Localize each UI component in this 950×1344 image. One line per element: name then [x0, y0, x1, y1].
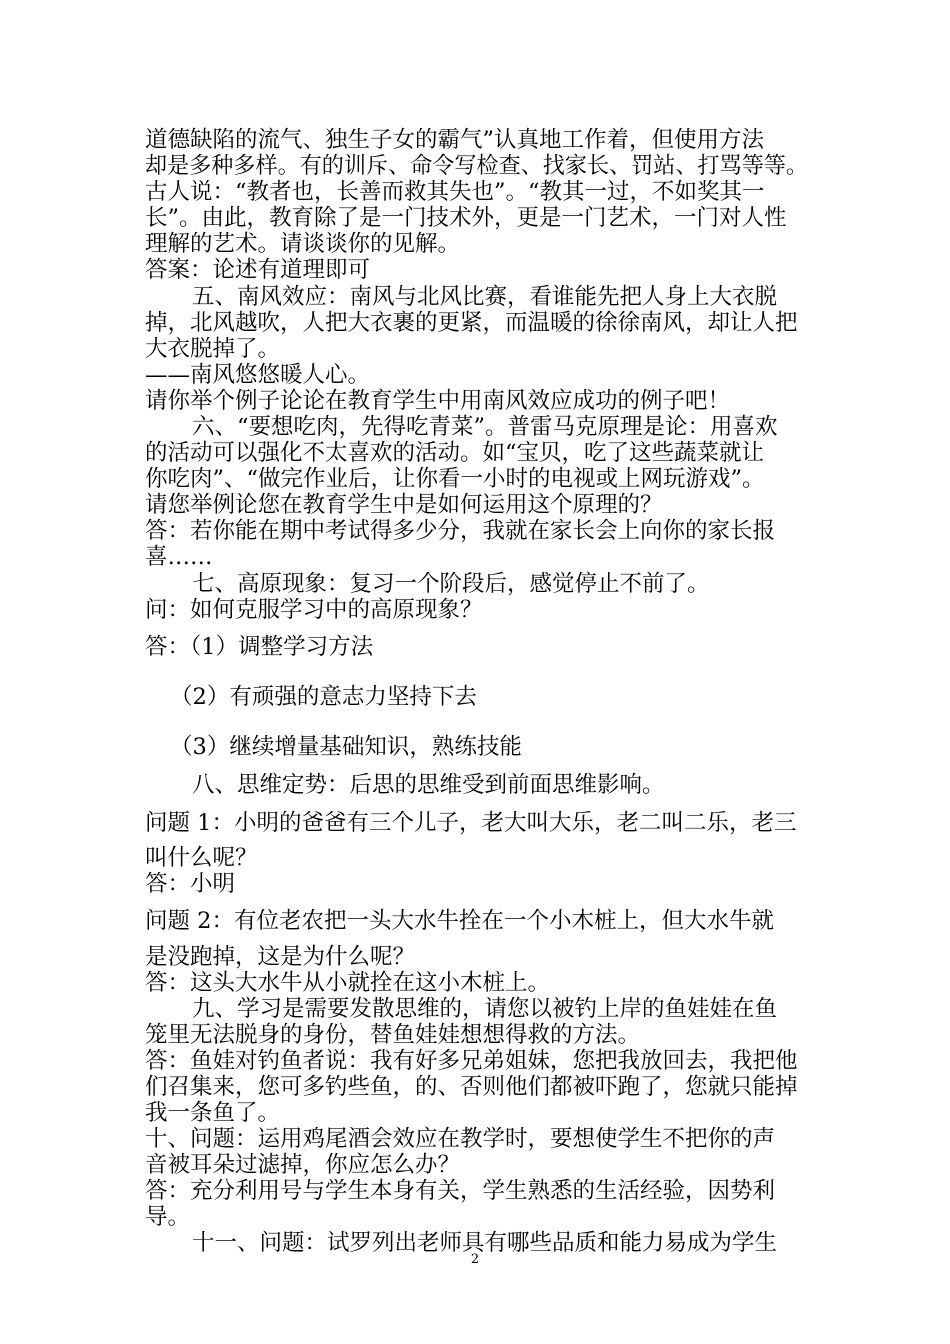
answer-line: 答：充分利用号与学生本身有关，学生熟悉的生活经验，因势利 [145, 1178, 776, 1204]
question-line: 十、问题：运用鸡尾酒会效应在教学时，要想使学生不把你的声 [145, 1126, 776, 1152]
text-line: 我一条鱼了。 [145, 1100, 281, 1126]
question-line: 请你举个例子论论在教育学生中用南风效应成功的例子吧！ [145, 388, 731, 414]
answer-line: 答：这头大水牛从小就拴在这小木桩上。 [145, 970, 551, 996]
answer-line: 答：（1）调整学习方法 [145, 634, 374, 660]
text-line: 道德缺陷的流气、独生子女的霸气”认真地工作着，但使用方法 [145, 127, 765, 153]
text-line: 叫什么呢？ [145, 845, 258, 871]
page-number: 2 [470, 1252, 480, 1267]
text-line: 喜…… [145, 544, 213, 570]
section-heading: 十一、问题：试罗列出老师具有哪些品质和能力易成为学生 [192, 1230, 778, 1256]
question-line: 问：如何克服学习中的高原现象？ [145, 597, 483, 623]
section-heading: 六、“要想吃肉，先得吃青菜”。普雷马克原理是论：用喜欢 [192, 414, 778, 440]
section-heading: 七、高原现象：复习一个阶段后，感觉停止不前了。 [192, 571, 710, 597]
answer-line: 答案：论述有道理即可 [145, 257, 371, 283]
text-line: 是没跑掉，这是为什么呢？ [145, 944, 416, 970]
answer-item: （2）有顽强的意志力坚持下去 [170, 684, 477, 710]
question-line: 问题 2：有位老农把一头大水牛拴在一个小木桩上，但大水牛就 [145, 908, 774, 934]
text-line: 导。 [145, 1204, 191, 1230]
question-line: 问题 1：小明的爸爸有三个儿子，老大叫大乐，老二叫二乐，老三 [145, 810, 797, 836]
answer-line: 答：鱼娃对钓鱼者说：我有好多兄弟姐妹，您把我放回去，我把他 [145, 1048, 798, 1074]
text-line: 理解的艺术。请谈谈你的见解。 [145, 231, 461, 257]
answer-line: 答：小明 [145, 871, 236, 897]
text-line: 长”。由此，教育除了是一门技术外，更是一门艺术，一门对人性 [145, 205, 787, 231]
text-line: 笼里无法脱身的身份，替鱼娃娃想想得救的方法。 [145, 1022, 641, 1048]
text-line: 掉，北风越吹，人把大衣裹的更紧，而温暖的徐徐南风，却让人把 [145, 310, 798, 336]
section-heading: 九、学习是需要发散思维的，请您以被钓上岸的鱼娃娃在鱼 [192, 996, 778, 1022]
text-line: 们召集来，您可多钓些鱼，的、否则他们都被吓跑了，您就只能掉 [145, 1074, 798, 1100]
section-heading: 五、南风效应：南风与北风比赛，看谁能先把人身上大衣脱 [192, 284, 778, 310]
text-line: 古人说：“教者也，长善而救其失也”。“教其一过，不如奖其一 [145, 179, 765, 205]
text-line: 的活动可以强化不太喜欢的活动。如“宝贝，吃了这些蔬菜就让 [145, 440, 765, 466]
answer-item: （3）继续增量基础知识，熟练技能 [170, 734, 522, 760]
answer-line: 答：若你能在期中考试得多少分，我就在家长会上向你的家长报 [145, 518, 776, 544]
text-line: 你吃肉”、“做完作业后，让你看一小时的电视或上网玩游戏”。 [145, 466, 765, 492]
question-line: 请您举例论您在教育学生中是如何运用这个原理的？ [145, 492, 663, 518]
text-line: 音被耳朵过滤掉，你应怎么办？ [145, 1152, 461, 1178]
text-line: ——南风悠悠暖人心。 [145, 362, 371, 388]
text-line: 却是多种多样。有的训斥、命令写检查、找家长、罚站、打骂等等。 [145, 153, 809, 179]
section-heading: 八、思维定势：后思的思维受到前面思维影响。 [192, 772, 665, 798]
text-line: 大衣脱掉了。 [145, 336, 281, 362]
